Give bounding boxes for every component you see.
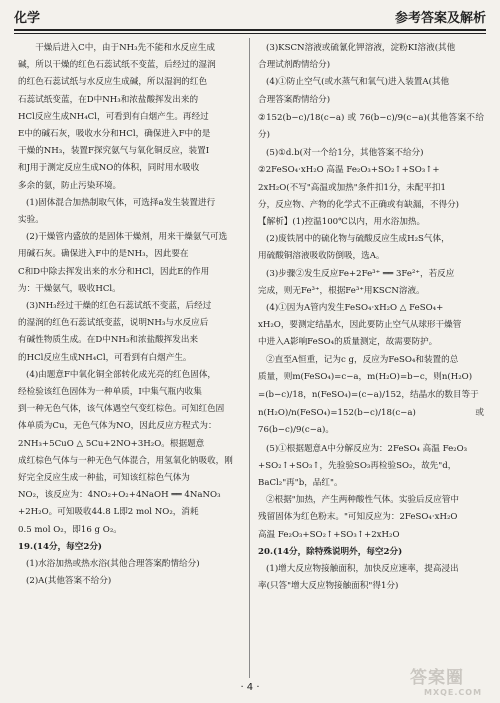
right-column (258, 40, 484, 596)
page-number: · 4 · (240, 682, 260, 693)
text-line: 碱，所以干燥的红色石蕊试纸不变蓝，后经过的湿润 (18, 60, 216, 71)
question-heading: 20.(14分，除特殊说明外，每空2分) (258, 546, 403, 557)
text-line: 完成，则无Fe³⁺，根据Fe³⁺用KSCN溶液。 (258, 285, 425, 296)
fraction-line: n(H₂O)/n(FeSO₄)=152(b−c)/18(c−a) 或 76(b−c)/9(c−a)。 (258, 408, 484, 436)
text-line: E中的碱石灰，吸收水分和HCl，确保进入F中的是 (18, 129, 211, 140)
fraction-line: =(b−c)/18，n(FeSO₄)=(c−a)/152，结晶水的数目等于 (258, 390, 479, 401)
fraction-line: ②152(b−c)/18(c−a) 或 76(b−c)/9(c−a)(其他答案不给分) (258, 112, 484, 141)
text-line: (1)固体混合加热制取气体，可选择a发生装置进行 (26, 197, 216, 208)
text-line: +2H₂O。可知吸收44.8 L即2 mol NO₂，消耗 (18, 507, 199, 518)
watermark-text: 答案圈 (410, 668, 464, 688)
subject-label: 化学 (14, 11, 41, 26)
text-line: 干燥的NH₃，装置F探究氨气与氧化铜反应，装置I (18, 146, 210, 157)
watermark-url: MXQE.COM (424, 688, 483, 697)
question-heading: 19.(14分，每空2分) (18, 541, 102, 552)
text-line: (1)水浴加热或热水浴(其他合理答案酌情给分) (26, 559, 200, 570)
header-title: 参考答案及解析 (394, 11, 486, 26)
text-line: (4)由题意F中氧化铜全部转化成光亮的红色固体， (26, 369, 217, 380)
equation-line: 高温 Fe₂O₃+SO₂↑+SO₃↑+2xH₂O (258, 529, 400, 540)
text-line: 干燥后进入C中，由于NH₃先不能和水反应生成 (35, 43, 215, 53)
left-column (18, 40, 244, 591)
text-line: 率(只答"增大反应物接触面积"得1分) (258, 581, 399, 592)
equation-line: ②2FeSO₄·xH₂O 高温 Fe₂O₃+SO₂↑+SO₃↑+ (258, 165, 440, 176)
text-line: (2)废铁屑中的硫化物与硫酸反应生成H₂S气体， (266, 234, 450, 245)
text-line: (3)KSCN溶液或硫氰化钾溶液，淀粉KI溶液(其他 (266, 43, 456, 53)
text-line: 和J用于测定反应生成NO的体积，同时用水吸收 (18, 163, 200, 174)
text-line: (3)步骤②发生反应Fe+2Fe³⁺ ══ 3Fe²⁺，若反应 (266, 268, 455, 279)
watermark-logo (410, 663, 492, 699)
text-line: 的湿润的红色石蕊试纸变蓝，说明NH₃与水反应后 (18, 318, 209, 329)
text-line: (5)①d.b(对一个给1分，其他答案不给分) (266, 148, 424, 159)
text-line: +SO₂↑+SO₃↑，先验验SO₃再检验SO₂，故先"d， (258, 460, 457, 471)
text-line: 成红棕色气体与一种无色气体混合，用氢氧化钠吸收，刚 (18, 455, 233, 466)
text-line: 好完全反应生成一种盐，可知该红棕色气体为 (18, 473, 190, 484)
text-line: ②直至A恒重，记为c g，反应为FeSO₄和装置的总 (266, 354, 459, 365)
header-rule-thin (14, 33, 486, 34)
text-line: 经检验该红色固体为一种单质，I中集气瓶内收集 (18, 387, 202, 398)
text-line: 分，反应物、产物的化学式不正确或有缺漏，不得分) (258, 199, 460, 210)
text-line: 残留固体为红色粉末。"可知反应为：2FeSO₄·xH₂O (258, 512, 458, 523)
text-line: xH₂O，要测定结晶水，因此要防止空气从球形干燥管 (258, 320, 462, 331)
text-line: 的红色石蕊试纸与水反应生成碱，所以湿润的红色 (18, 77, 208, 88)
text-line: 合理试剂酌情给分) (258, 60, 331, 71)
text-line: BaCl₂"再"b，品红"。 (258, 478, 343, 489)
text-line: 石蕊试纸变蓝，在D中NH₃和浓盐酸挥发出来的 (18, 94, 199, 105)
equation-line: NO₂，该反应为：4NO₂+O₂+4NaOH ══ 4NaNO₃ (18, 490, 221, 501)
page-header (14, 4, 486, 26)
text-line: (2)干燥管内盛放的是固体干燥剂，用来干燥氨气可选 (26, 232, 228, 243)
text-line: HCl反应生成NH₄Cl，可看到有白烟产生。再经过 (18, 111, 209, 122)
text-line: (3)NH₃经过干燥的红色石蕊试纸不变蓝，后经过 (26, 301, 212, 312)
text-line: 的HCl反应生成NH₄Cl，可看到有白烟产生。 (18, 352, 192, 363)
text-line: 实验。 (18, 215, 44, 226)
text-line: 合理答案酌情给分) (258, 94, 331, 105)
text-line: 到一种无色气体，该气体遇空气变红棕色。可知红色固 (18, 404, 225, 415)
text-line: 有碱性物质生成。在D中NH₃和浓盐酸挥发出来 (18, 335, 199, 346)
text-line: (5)①根据题意A中分解反应为：2FeSO₄ 高温 Fe₂O₃ (266, 443, 468, 454)
text-line: 体单质为Cu，无色气体为NO，因此反应方程式为： (18, 421, 217, 432)
text-line: 2xH₂O(不写"高温或加热"条件扣1分，未配平扣1 (258, 182, 446, 193)
text-line: 质量，则m(FeSO₄)=c−a，m(H₂O)=b−c，则n(H₂O) (258, 371, 473, 382)
analysis-heading: 【解析】(1)控温100℃以内，用水浴加热。 (258, 217, 426, 228)
text-line: ②根据"加热，产生两种酸性气体。实验后反应管中 (266, 495, 460, 506)
text-line: 0.5 mol O₂，即16 g O₂。 (18, 524, 122, 535)
text-line: (4)①防止空气(或水蒸气和氧气)进入装置A(其他 (266, 77, 450, 88)
text-line: 多余的氨，防止污染环境。 (18, 180, 122, 191)
text-line: 中进入A影响FeSO₄的质量测定，故需要防护。 (258, 337, 438, 348)
text-line: (1)增大反应物接触面积，加快反应速率，提高浸出 (266, 564, 459, 575)
equation-line: 2NH₃+5CuO △ 5Cu+2NO+3H₂O。根据题意 (18, 438, 205, 449)
text-line: (2)A(其他答案不给分) (26, 576, 112, 587)
text-line: 用硫酸铜溶液吸收防倒吸，选A。 (258, 251, 385, 262)
column-divider (249, 38, 250, 678)
text-line: (4)①因为A管内发生FeSO₄·xH₂O △ FeSO₄+ (266, 303, 444, 314)
header-rule-thick (14, 29, 486, 31)
text-line: 为：干燥氨气，吸收HCl。 (18, 283, 121, 294)
text-line: C和D中除去挥发出来的水分和HCl，因此E的作用 (18, 266, 210, 277)
text-line: 用碱石灰。确保进入F中的是NH₃，因此要在 (18, 249, 189, 260)
